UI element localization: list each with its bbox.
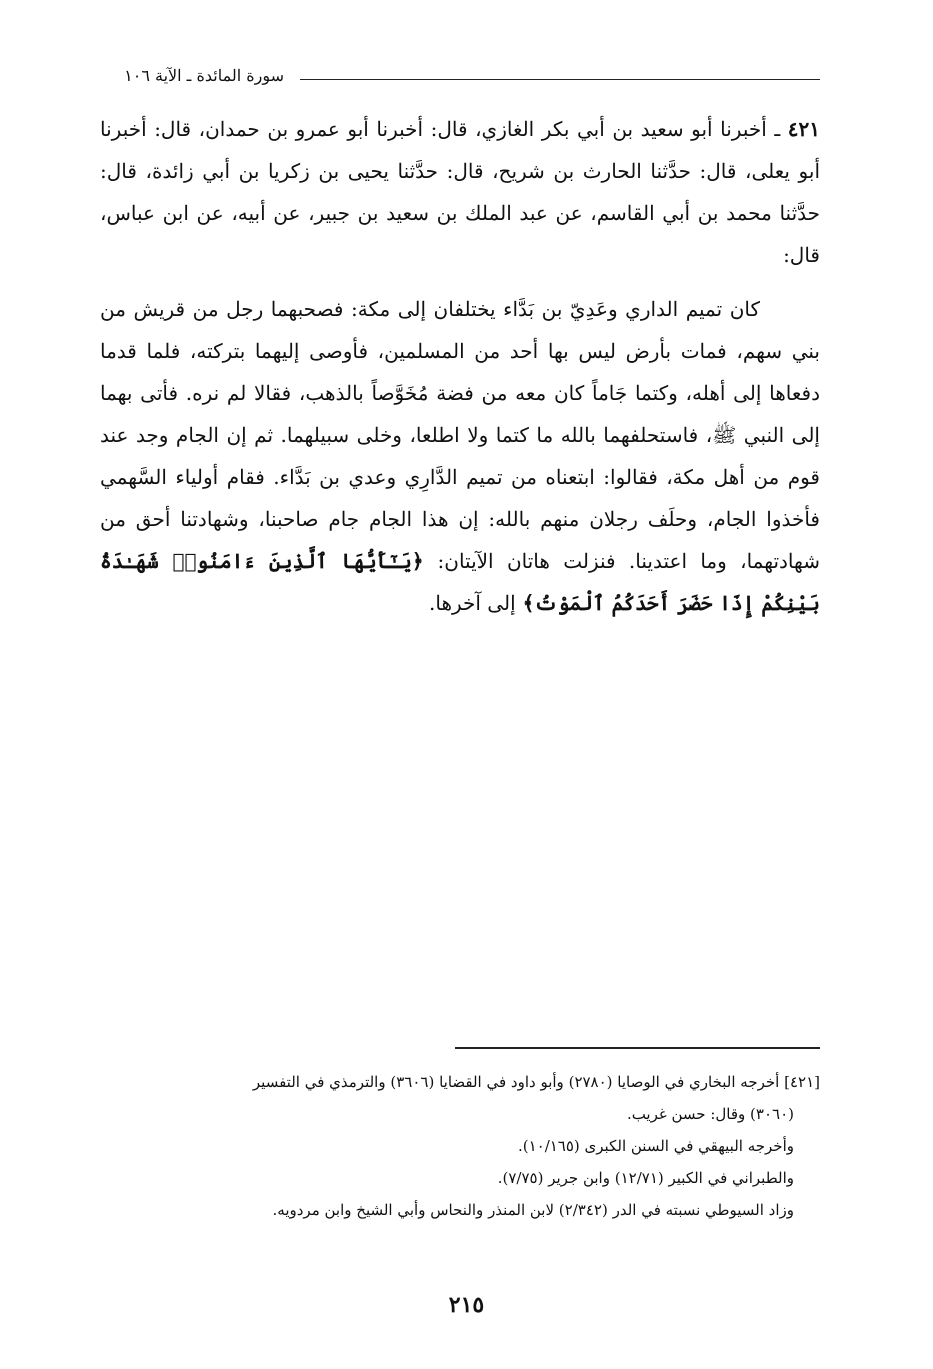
header-rule	[300, 79, 820, 80]
main-text	[100, 108, 820, 624]
footnote-rule	[455, 1047, 820, 1049]
header-title: سورة المائدة ـ الآية ١٠٦	[124, 66, 284, 85]
isnad-text: ـ أخبرنا أبو سعيد بن أبي بكر الغازي، قال: أخبرنا أبو عمرو بن حمدان، قال: أخبرنا أبو يعلى، قال: حدَّثنا الحارث بن شريح، قال: حدَّثنا يحيى بن زكريا بن أبي زائدة، قال: حدَّثنا محمد بن أبي القاسم، عن عبد الملك بن سعيد بن جبير، عن أبيه، عن ابن عباس، قال:	[100, 117, 820, 267]
footnotes	[96, 1066, 820, 1226]
footnote-line: وزاد السيوطي نسبته في الدر (٢/٣٤٢) لابن المنذر والنحاس وأبي الشيخ وابن مردويه.	[272, 1201, 794, 1219]
quran-verse: ﴿يَـٰٓأَيُّهَا ٱلَّذِينَ ءَامَنُوا۟ شَهَـٰدَةُ بَيْنِكُمْ إِذَا حَضَرَ أَحَدَكُمُ ٱلْمَوْتُ﴾	[100, 549, 820, 615]
footnote-line: والطبراني في الكبير (١٢/٧١) وابن جرير (٧/٧٥).	[497, 1169, 794, 1187]
entry-number: ٤٢١	[787, 117, 820, 141]
isnad-paragraph	[100, 108, 820, 276]
matn-text: كان تميم الداري وعَدِيّ بن بَدَّاء يختلفان إلى مكة: فصحبهما رجل من قريش من بني سهم، فمات بأرض ليس بها أحد من المسلمين، فأوصى إليهما بتركته، فلما قدما دفعاها إلى أهله، وكتما جَاماً كان معه من فضة مُخَوَّصاً بالذهب، فقالا لم نره. فأتى بهما إلى النبي ﷺ، فاستحلفهما بالله ما كتما ولا اطلعا، وخلى سبيلهما. ثم إن الجام وجد عند قوم من أهل مكة، فقالوا: ابتعناه من تميم الدَّارِي وعدي بن بَدَّاء. فقام أولياء السَّهمي فأخذوا الجام، وحلَف رجلان منهم بالله: إن هذا الجام جام صاحبنا، وشهادتنا أحق من شهادتهما، وما اعتدينا. فنزلت هاتان الآيتان:	[100, 297, 820, 573]
page-number: ٢١٥	[448, 1292, 485, 1318]
matn-ending: إلى آخرها.	[429, 591, 516, 615]
footnote-line: وأخرجه البيهقي في السنن الكبرى (١٠/١٦٥).	[517, 1137, 794, 1155]
running-header	[96, 66, 820, 90]
matn-paragraph	[100, 288, 820, 624]
footnote-line: [٤٢١] أخرجه البخاري في الوصايا (٢٧٨٠) وأبو داود في القضايا (٣٦٠٦) والترمذي في التفسير	[252, 1073, 820, 1091]
footnote-line: (٣٠٦٠) وقال: حسن غريب.	[626, 1105, 794, 1123]
